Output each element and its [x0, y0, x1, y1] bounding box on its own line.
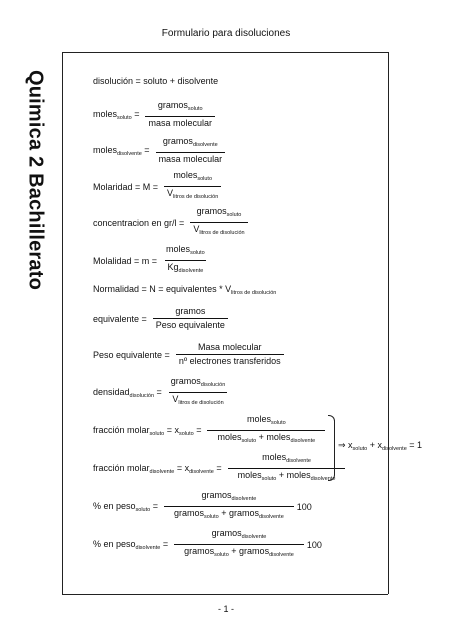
fraction: $\frac{moles_{disolvente}}{moles_{soluto} + moles_{disolvente}}$ — [228, 452, 346, 485]
side-title — [20, 60, 50, 300]
formula-fraccion-molar-disolvente — [93, 452, 348, 485]
page-header: Formulario para disoluciones — [161, 28, 291, 39]
formula-text: Normalidad = N = equivalentes * $V_{litros de disolución}$ — [93, 284, 277, 296]
factor-100: 100 — [306, 539, 322, 550]
right-brace — [328, 415, 335, 481]
formula-densidad — [93, 376, 231, 409]
formula-moles-disolvente — [93, 136, 228, 165]
left-margin-line — [62, 52, 63, 594]
formula-moles-soluto — [93, 100, 218, 129]
formula-lhs: Molalidad = m = — [93, 255, 158, 266]
side-title-text: Quimica 2 Bachillerato — [24, 69, 47, 291]
fraction: $\frac{gramos_{disolvente}}{gramos_{soluto} + gramos_{disolvente}}$ — [174, 528, 304, 561]
formula-equivalente — [93, 306, 231, 331]
fraction: $\frac{gramos_{disolvente}}{\text{masa molecular}}$ — [156, 136, 226, 165]
formula-lhs: moles$_{soluto}$ = — [93, 108, 140, 121]
fraction: $\frac{gramos_{disolución}}{V_{litros de disolución}}$ — [168, 376, 228, 409]
formula-lhs: Molaridad = M = — [93, 181, 159, 192]
fraction: $\frac{gramos_{disolvente}}{gramos_{soluto} + gramos_{disolvente}}$ — [164, 490, 294, 523]
fraction: $\frac{\text{Masa molecular}}{\text{nº electrones transferidos}}$ — [176, 342, 284, 367]
formula-normalidad — [93, 284, 276, 296]
fraction: $\frac{\text{gramos}}{\text{Peso equivalente}}$ — [153, 306, 228, 331]
bottom-rule — [62, 594, 388, 595]
fraction: $\frac{gramos_{soluto}}{V_{litros de disolución}}$ — [190, 206, 247, 239]
formula-molaridad — [93, 170, 224, 203]
formula-peso-equivalente — [93, 342, 287, 367]
formula-lhs: fracción molar$_{soluto}$ = $x_{soluto}$ = — [93, 424, 202, 437]
formula-lhs: Peso equivalente = — [93, 349, 170, 360]
formula-lhs: moles$_{disolvente}$ = — [93, 144, 150, 157]
formula-lhs: % en peso$_{soluto}$ = — [93, 500, 158, 513]
formula-concentracion — [93, 206, 251, 239]
fraction-sum-result: ⇒ $x_{soluto} + x_{disolvente} = 1$ — [338, 440, 423, 452]
fraction: $\frac{moles_{soluto}}{Kg_{disolvente}}$ — [163, 244, 208, 277]
formula-lhs: % en peso$_{disolvente}$ = — [93, 538, 169, 551]
formula-lhs: densidad$_{disolución}$ = — [93, 386, 162, 399]
formula-disolucion — [93, 76, 218, 86]
formula-fraccion-molar-soluto — [93, 414, 328, 447]
page-number: - 1 - — [217, 604, 234, 614]
fraction: $\frac{moles_{soluto}}{moles_{soluto} + moles_{disolvente}}$ — [207, 414, 325, 447]
formula-peso-soluto — [93, 490, 312, 523]
top-rule — [62, 52, 388, 53]
formula-text: disolución = soluto + disolvente — [93, 76, 219, 86]
formula-lhs: fracción molar$_{disolvente}$ = $x_{disolvente}$ = — [93, 462, 222, 475]
formula-lhs: equivalente = — [93, 313, 147, 324]
formula-lhs: concentracion en gr/l = — [93, 217, 185, 228]
formula-peso-disolvente — [93, 528, 322, 561]
factor-100: 100 — [296, 501, 312, 512]
fraction: $\frac{moles_{soluto}}{V_{litros de disolución}}$ — [164, 170, 221, 203]
right-margin-line — [388, 52, 389, 594]
formula-molalidad — [93, 244, 211, 277]
fraction: $\frac{gramos_{soluto}}{\text{masa molecular}}$ — [145, 100, 215, 129]
